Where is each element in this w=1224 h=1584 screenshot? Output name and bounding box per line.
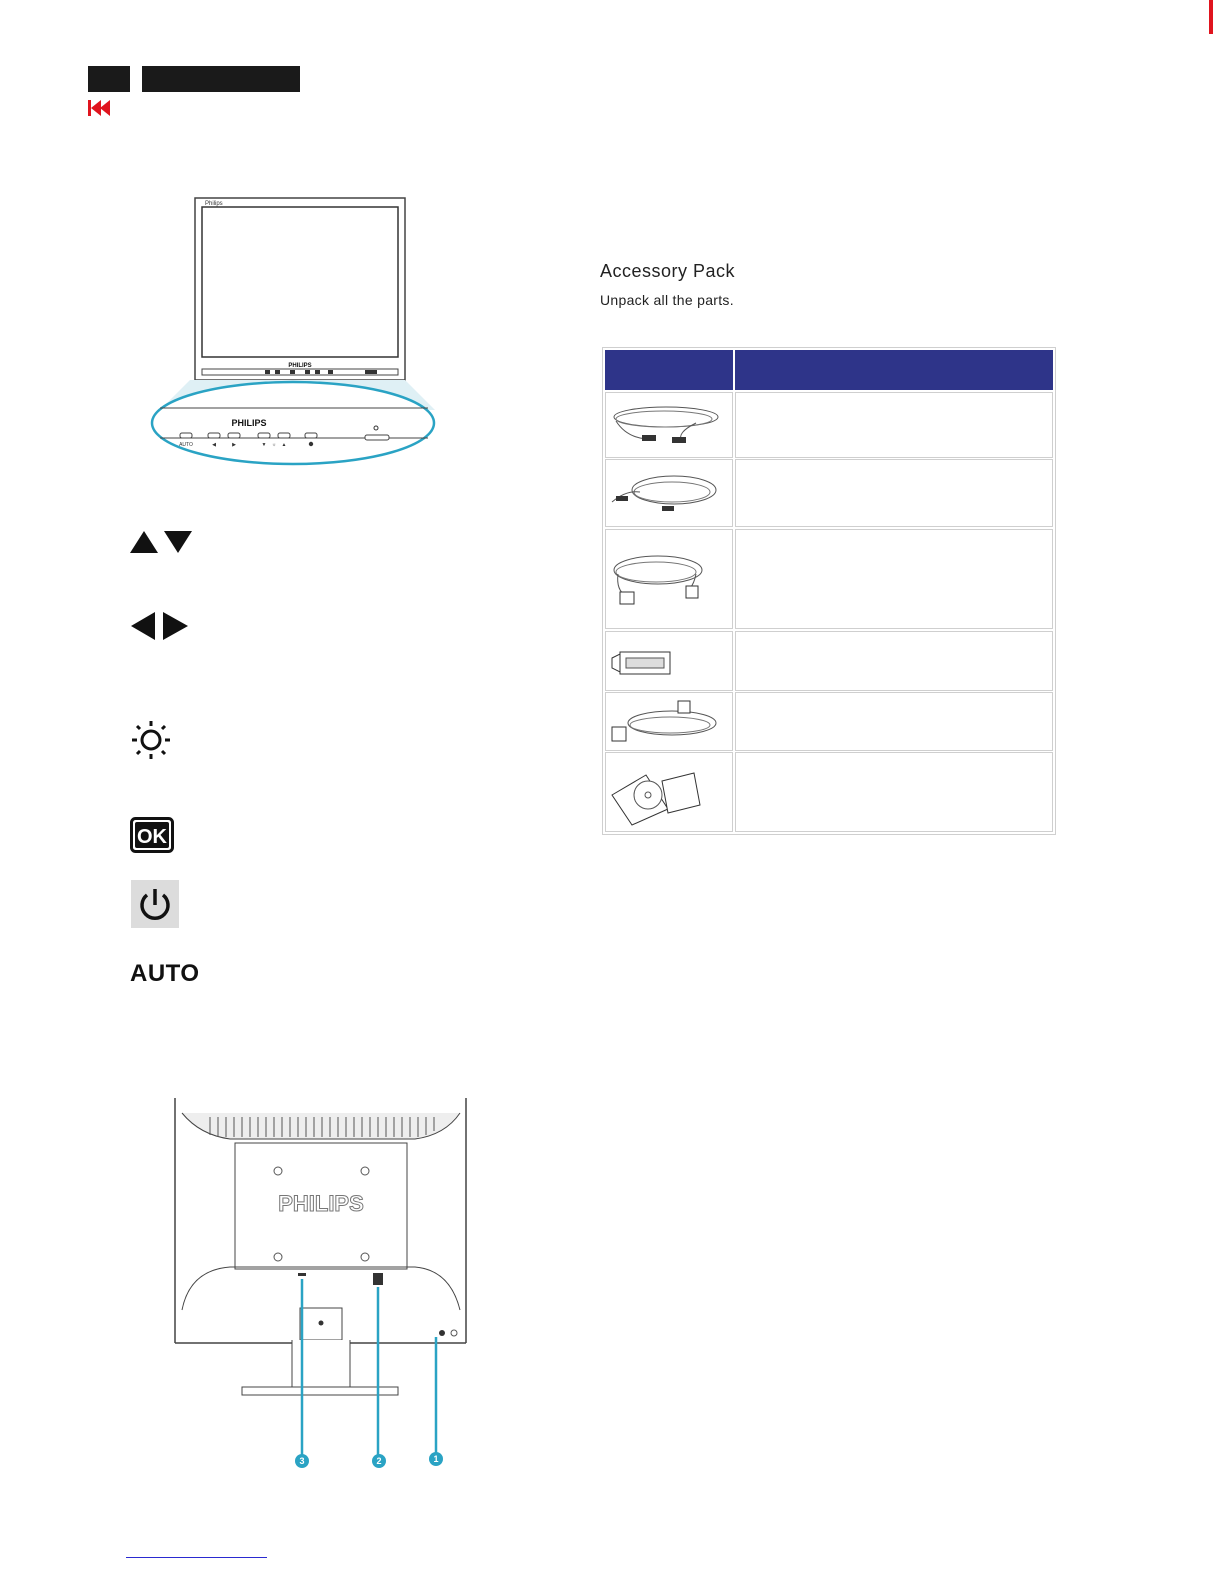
table-row xyxy=(605,529,1053,629)
up-down-arrows-icon xyxy=(130,530,194,554)
audio-cable-icon xyxy=(606,460,732,526)
cd-manual-icon xyxy=(606,753,732,831)
left-right-arrows-icon xyxy=(130,611,190,641)
svg-text:OK: OK xyxy=(137,826,167,848)
auto-button-label: AUTO xyxy=(130,960,200,987)
audio-cable-icon xyxy=(606,393,732,457)
header-title-block xyxy=(142,66,300,92)
table-row xyxy=(605,692,1053,751)
svg-text:▲: ▲ xyxy=(281,442,287,448)
front-panel-brand: PHILIPS xyxy=(231,418,267,428)
dvi-adapter-icon xyxy=(606,632,732,690)
svg-text:Philips: Philips xyxy=(205,201,223,207)
svg-text:3: 3 xyxy=(299,1456,305,1466)
header-page-block xyxy=(88,66,130,92)
monitor-brand-small: PHILIPS xyxy=(288,363,312,369)
brightness-icon xyxy=(130,720,172,760)
back-icon[interactable] xyxy=(88,99,112,117)
edge-marker xyxy=(1209,0,1213,34)
power-icon xyxy=(131,880,179,928)
monitor-rear-illustration xyxy=(170,1095,472,1475)
accessory-table xyxy=(602,347,1056,835)
power-cord-icon xyxy=(606,530,732,628)
svg-text:☼: ☼ xyxy=(271,442,277,448)
monitor-front-illustration xyxy=(150,195,445,470)
svg-text:▼: ▼ xyxy=(261,442,267,448)
svg-text:◀: ◀ xyxy=(212,442,216,448)
footer-link-underline[interactable] xyxy=(126,1557,267,1558)
table-row xyxy=(605,392,1053,458)
svg-text:2: 2 xyxy=(376,1456,382,1466)
rear-brand: PHILIPS xyxy=(278,1191,364,1216)
table-row xyxy=(605,752,1053,832)
front-auto-label: AUTO xyxy=(179,442,193,448)
table-row xyxy=(605,459,1053,527)
accessory-pack-title: Accessory Pack xyxy=(600,261,736,281)
ok-icon xyxy=(130,817,174,853)
table-header-cell xyxy=(605,350,733,390)
table-header-cell xyxy=(735,350,1053,390)
svg-text:1: 1 xyxy=(433,1454,439,1464)
vga-cable-icon xyxy=(606,693,732,750)
table-row xyxy=(605,631,1053,691)
svg-text:▶: ▶ xyxy=(232,442,236,448)
accessory-pack-subtitle: Unpack all the parts. xyxy=(600,292,734,308)
